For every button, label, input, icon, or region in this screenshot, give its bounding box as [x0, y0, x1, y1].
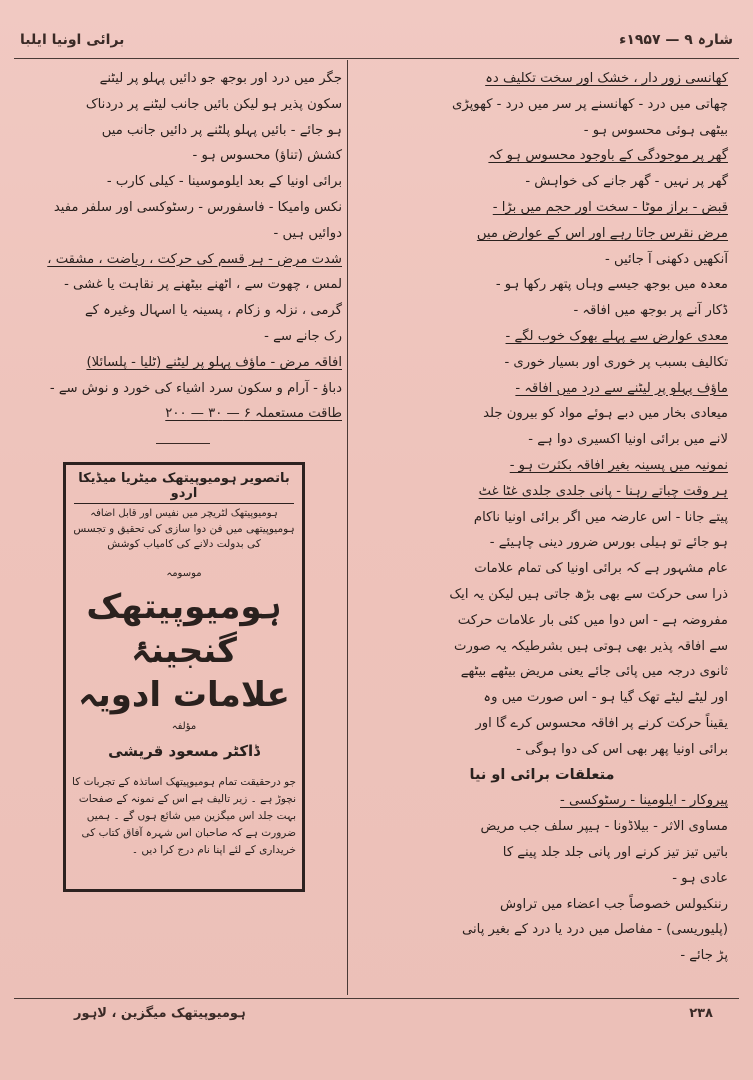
body-line: گرمی ، نزلہ و زکام ، پسینہ یا اسہال وغیرہ کے — [84, 303, 342, 319]
ad-book-title: ہومیوپیتھک گنجینۂ علامات ادویہ — [78, 587, 290, 715]
body-line: پیتے جانا - اس عارضہ میں اگر برائی اونیا ناکام — [473, 509, 728, 525]
body-line: افاقہ مرض - ماؤف پہلو پر لیٹنے (ٹلیا - پلسائلا) — [86, 354, 342, 370]
right-column — [356, 66, 728, 969]
body-line: برائی اونیا پھر بھی اس کی دوا ہوگی - — [516, 741, 728, 757]
body-line: برائی اونیا کے بعد ایلوموسینا - کیلی کارب - — [106, 174, 342, 190]
body-line: پڑ جائے - — [680, 948, 728, 964]
body-line: عام مشہور ہے کہ برائی اونیا کی تمام علامات — [474, 561, 728, 577]
ad-description: ہومیوپیتھی میں فن دوا سازی کی تحقیق و تجسس کی بدولت دلانے کی کامیاب کوشش — [73, 523, 295, 550]
issue-number: شارہ ۹ — ۱۹۵۷ء — [619, 32, 733, 48]
body-line: دوائیں ہیں - — [273, 225, 342, 241]
body-line: مفروضہ ہے - اس دوا میں کئی بار علامات حرکت — [457, 612, 728, 628]
running-title: برائی اونیا ایلبا — [20, 32, 125, 48]
body-line: تکالیف بسبب پر خوری اور بسیار خوری - — [504, 354, 728, 370]
body-line: گھر پر نہیں - گھر جانے کی خواہش - — [525, 174, 728, 190]
body-line: پیروکار - ایلومینا - رسٹوکسی - — [560, 793, 728, 809]
ad-subline: ہومیوپیتھک لٹریچر میں نفیس اور قابل اضافہ — [90, 508, 278, 519]
page-header — [14, 30, 739, 54]
body-line: سکون پذیر ہو لیکن بائیں جانب لیٹنے پر دردناک — [85, 96, 342, 112]
left-column — [24, 66, 342, 452]
body-line: گھر پر موجودگی کے باوجود محسوس ہو کہ — [488, 148, 728, 164]
ad-headline: باتصویر ہومیوپیتھک میٹریا میڈیکا اردو — [74, 471, 294, 504]
body-line: آنکھیں دکھنی آ جائیں - — [605, 251, 728, 267]
body-line: نمونیہ میں پسینہ بغیر افاقہ بکثرت ہو - — [509, 457, 728, 473]
body-line: ڈکار آنے پر بوجھ میں افاقہ - — [573, 303, 728, 319]
footer-rule — [14, 998, 739, 999]
body-line: ثانوی درجہ میں پائی جائے یعنی مریض بیٹھے بیٹھے — [460, 664, 728, 680]
body-line: مساوی الاثر - بیلاڈونا - ہیپر سلف جب مریض — [480, 819, 728, 835]
body-line: سے افاقہ پذیر بھی ہوتی ہیں بشرطیکہ یہ صورت — [454, 638, 728, 654]
section-divider — [156, 443, 210, 444]
column-divider — [347, 60, 348, 995]
body-line: شدت مرض - ہر قسم کی حرکت ، ریاضت ، مشقت ، — [47, 251, 342, 267]
body-line: بیٹھی ہوئی محسوس ہو - — [583, 122, 728, 138]
body-line: چھاتی میں درد - کھانسنے پر سر میں درد - کھوپڑی — [452, 96, 728, 112]
body-line: دباؤ - آرام و سکون سرد اشیاء کی خورد و نوش سے - — [49, 380, 342, 396]
body-line: لانے میں برائی اونیا اکسیری دوا ہے - — [528, 432, 728, 448]
potency-line: طاقت مستعملہ ۶ — ۳۰ — ۲۰۰ — [165, 406, 342, 422]
body-line: رک جانے سے - — [264, 328, 342, 344]
body-line: (پلیوریسی) - مفاصل میں درد یا درد کے بغیر پانی — [462, 922, 728, 938]
body-line: ماؤف پہلو پر لیٹنے سے درد میں افاقہ - — [515, 380, 728, 396]
body-line: اور لیٹے لیٹے تھک گیا ہو - اس صورت میں وہ — [483, 690, 728, 706]
header-rule — [14, 58, 739, 59]
body-line: باتیں تیز تیز کرنے اور پانی جلد جلد پینے کا — [502, 844, 728, 860]
body-line: کشش (تناؤ) محسوس ہو - — [192, 148, 342, 164]
body-line: یقیناً حرکت کرنے پر افاقہ محسوس کرے گا اور — [475, 715, 728, 731]
body-line: ہر وقت چباتے رہنا - پانی جلدی جلدی غٹا غٹ — [478, 483, 728, 499]
body-line: قبض - براز موٹا - سخت اور حجم میں بڑا - — [492, 199, 728, 215]
ad-author: ڈاکٹر مسعود قریشی — [108, 742, 260, 760]
body-line: رننکیولس خصوصاً جب اعضاء میں تراوش — [500, 896, 728, 912]
page-number: ۲۳۸ — [689, 1006, 713, 1021]
section-subheading: متعلقات برائی او نیا — [469, 766, 615, 783]
ad-body: جو درحقیقت تمام ہومیوپیتھک اساتذہ کے تجربات کا نچوڑ ہے ۔ زیر تالیف ہے اس کے نمونہ کے صفحات بہت جلد اس میگزین میں شائع ہوں گے ۔ ہمیں ضرورت ہے کہ صاحبان اس شہرہ آفاق کتاب کی خریداری کے لئے اپنا نام درج کرا دیں ۔ — [72, 776, 296, 856]
body-line: جگر میں درد اور بوجھ جو دائیں پہلو پر لیٹنے — [99, 71, 342, 86]
body-line: نکس وامیکا - فاسفورس - رسٹوکسی اور سلفر مفید — [53, 199, 342, 215]
ad-kicker: موسومہ — [166, 568, 202, 579]
book-advertisement — [63, 462, 305, 892]
publication-name: ہومیوپیتھک میگزین ، لاہور — [74, 1006, 246, 1021]
body-line: معدہ میں بوجھ جیسے وہاں پتھر رکھا ہو - — [495, 277, 728, 293]
body-line: ہو جائے - بائیں پہلو پلٹنے پر دائیں جانب میں — [101, 122, 342, 138]
body-line: معدی عوارض سے پہلے بھوک خوب لگے - — [505, 328, 728, 344]
body-line: ذرا سی حرکت سے بھی بڑھ جاتی ہیں لیکن یہ ایک — [449, 586, 728, 602]
body-line: ہو جائے تو ہیلی بورس ضرور دینی چاہیئے - — [489, 535, 728, 551]
body-line: مرض نقرس جاتا رہے اور اس کے عوارض میں — [476, 225, 728, 241]
body-line: عادی ہو - — [672, 870, 728, 886]
body-line: لمس ، چھوت سے ، اٹھنے بیٹھنے پر نقاہت یا غشی - — [64, 277, 342, 293]
page-footer — [14, 1004, 739, 1026]
body-line: کھانسی زور دار ، خشک اور سخت تکلیف دہ — [485, 71, 728, 86]
body-line: میعادی بخار میں دبے ہوئے مواد کو بیرون جلد — [483, 406, 728, 422]
ad-author-label: مؤلفہ — [171, 721, 197, 732]
